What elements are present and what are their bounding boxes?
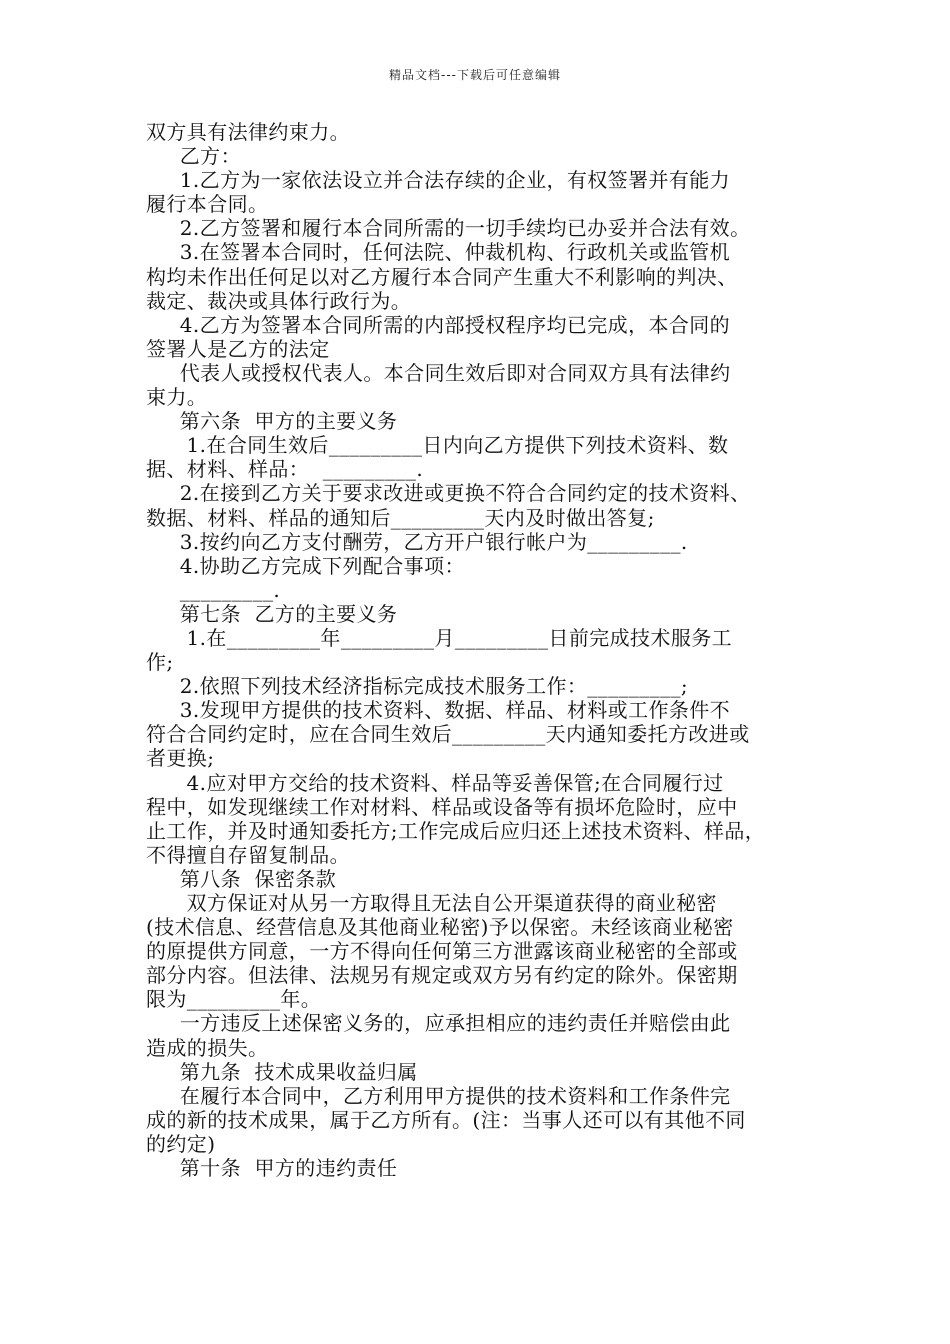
text-line: 1.在_________年_________月_________日前完成技术服务工	[146, 625, 733, 650]
text-line: 作;	[146, 650, 174, 675]
text-line: 双方保证对从另一方取得且无法自公开渠道获得的商业秘密	[146, 891, 717, 915]
text-line: 第十条 甲方的违约责任	[146, 1156, 398, 1181]
text-line: 不得擅自存留复制品。	[146, 842, 350, 867]
text-line: 造成的损失。	[146, 1035, 269, 1060]
text-line: 止工作，并及时通知委托方;工作完成后应归还上述技术资料、样品，	[146, 818, 766, 843]
text-line: 一方违反上述保密义务的，应承担相应的违约责任并赔偿由此	[146, 1011, 731, 1036]
text-line: 在履行本合同中，乙方利用甲方提供的技术资料和工作条件完	[146, 1083, 731, 1108]
text-line: 2.在接到乙方关于要求改进或更换不符合合同约定的技术资料、	[146, 481, 751, 506]
text-line: 数据、材料、样品的通知后_________天内及时做出答复;	[146, 505, 655, 530]
text-line: 者更换;	[146, 746, 215, 771]
text-line: 3.按约向乙方支付酬劳，乙方开户银行帐户为_________.	[146, 529, 688, 554]
text-line: 1.乙方为一家依法设立并合法存续的企业，有权签署并有能力	[146, 168, 731, 193]
text-line: 履行本合同。	[146, 192, 269, 217]
text-line: 第七条 乙方的主要义务	[146, 601, 398, 626]
text-line: 4.协助乙方完成下列配合事项：	[146, 553, 465, 578]
text-line: 成的新的技术成果，属于乙方所有。(注：当事人还可以有其他不同	[146, 1107, 746, 1132]
text-line: 的原提供方同意，一方不得向任何第三方泄露该商业秘密的全部或	[146, 939, 738, 964]
text-line: 束力。	[146, 385, 208, 410]
text-line: 符合合同约定时，应在合同生效后_________天内通知委托方改进或	[146, 722, 750, 747]
text-line: 2.依照下列技术经济指标完成技术服务工作：_________;	[146, 674, 689, 699]
text-line: 代表人或授权代表人。本合同生效后即对合同双方具有法律约	[146, 360, 731, 385]
text-line: 第九条 技术成果收益归属	[146, 1059, 418, 1084]
text-line: 3.在签署本合同时，任何法院、仲裁机构、行政机关或监管机	[146, 240, 731, 265]
text-line: 限为_________年。	[146, 987, 322, 1012]
text-line: 第八条 保密条款	[146, 866, 337, 891]
text-line: 乙方：	[146, 144, 241, 169]
text-line: 4.乙方为签署本合同所需的内部授权程序均已完成，本合同的	[146, 312, 731, 337]
text-line: 双方具有法律约束力。	[146, 120, 350, 144]
text-line: 签署人是乙方的法定	[146, 336, 330, 361]
text-line: 部分内容。但法律、法规另有规定或双方另有约定的除外。保密期	[146, 963, 738, 988]
page-header: 精品文档---下载后可任意编辑	[389, 68, 561, 82]
text-line: 第六条 甲方的主要义务	[146, 409, 398, 434]
text-line: (技术信息、经营信息及其他商业秘密)予以保密。未经该商业秘密	[146, 915, 734, 940]
text-line: 构均未作出任何足以对乙方履行本合同产生重大不利影响的判决、	[146, 264, 738, 289]
text-line: 1.在合同生效后_________日内向乙方提供下列技术资料、数	[146, 433, 729, 458]
text-line: 的约定)	[146, 1131, 216, 1156]
text-line: 程中，如发现继续工作对材料、样品或设备等有损坏危险时，应中	[146, 794, 738, 819]
text-line: 裁定、裁决或具体行政行为。	[146, 288, 412, 313]
document-body	[146, 120, 816, 1180]
text-line: 2.乙方签署和履行本合同所需的一切手续均已办妥并合法有效。	[146, 216, 751, 241]
text-line: 4.应对甲方交给的技术资料、样品等妥善保管;在合同履行过	[146, 770, 724, 795]
text-line: 3.发现甲方提供的技术资料、数据、样品、材料或工作条件不	[146, 698, 731, 723]
text-line: 据、材料、样品： _________.	[146, 457, 424, 482]
text-line: _________.	[146, 577, 281, 602]
